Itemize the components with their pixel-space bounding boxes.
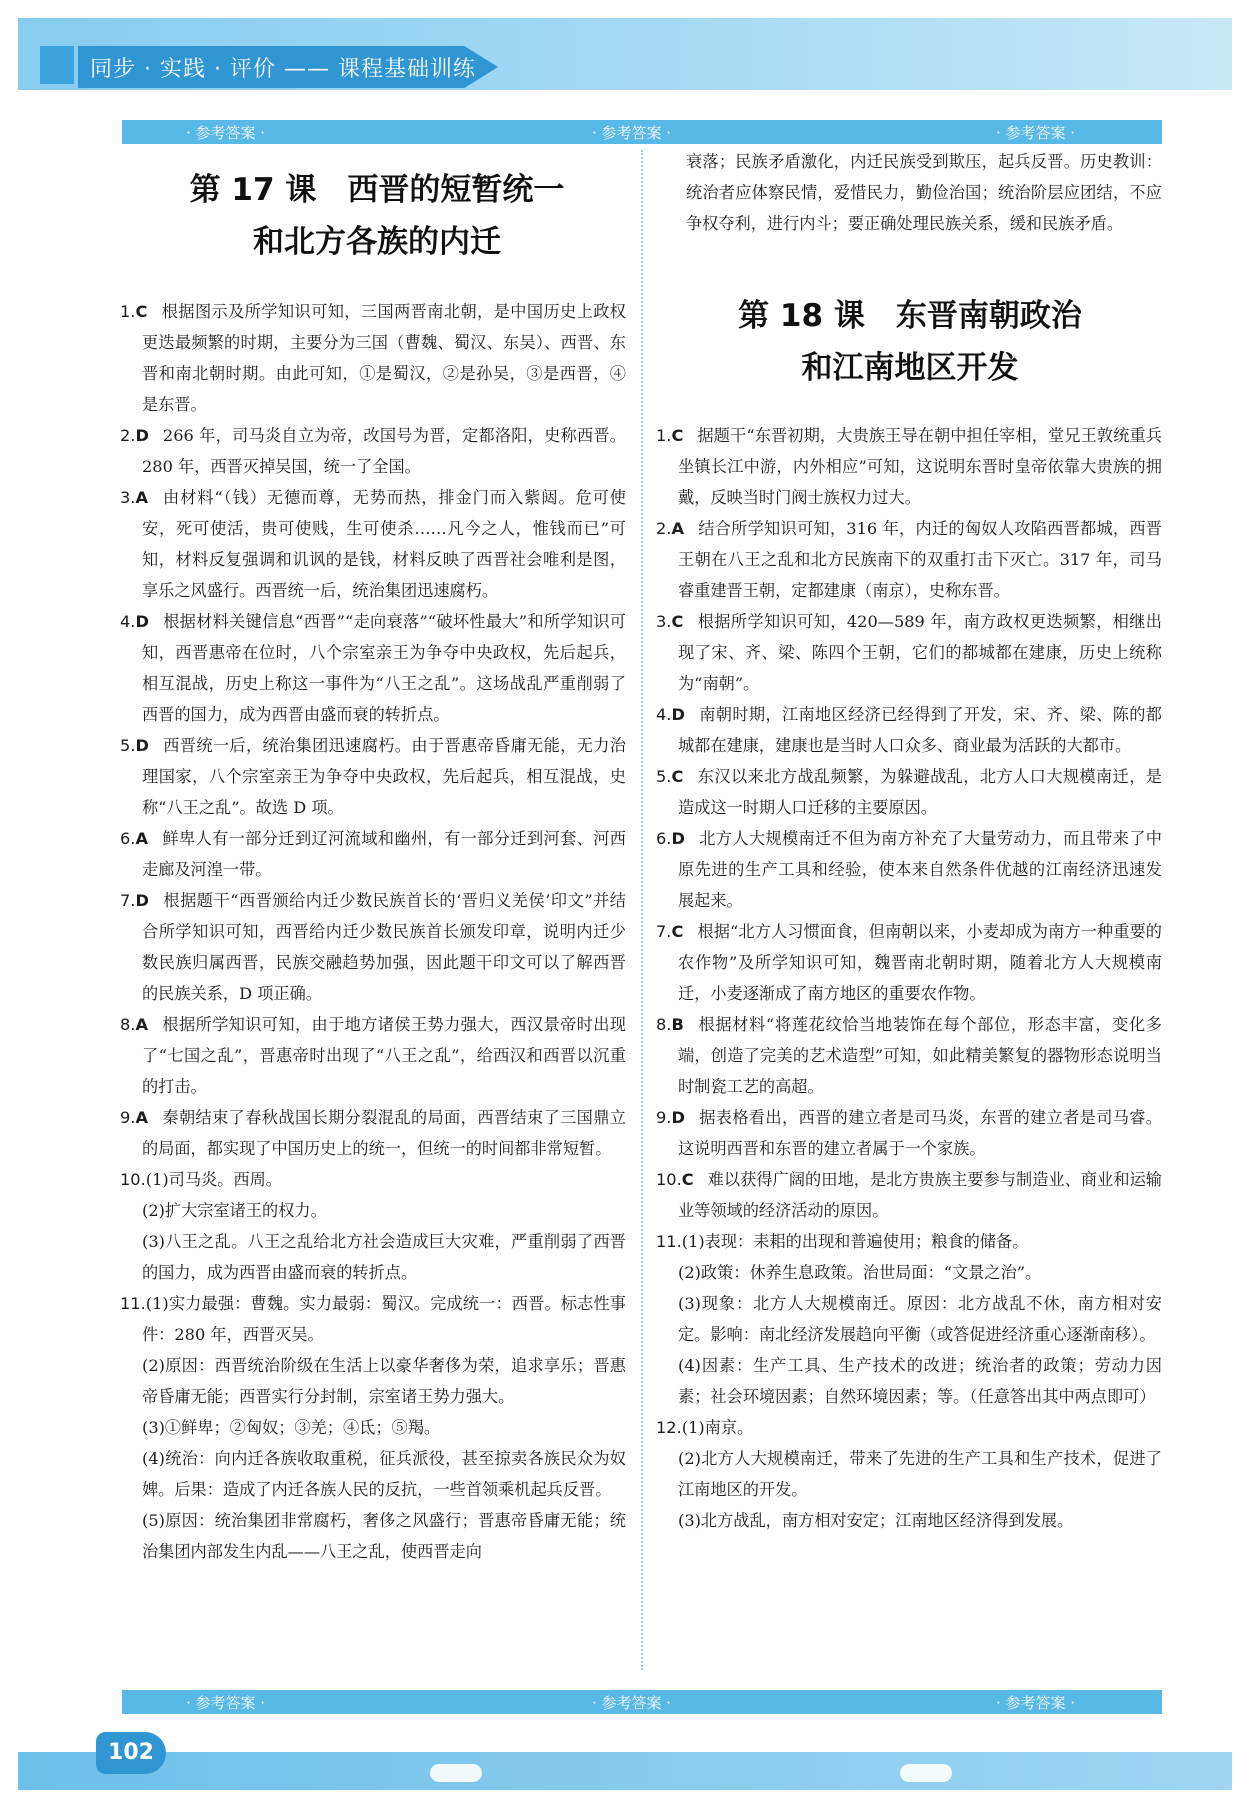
lesson18-title-line1: 第 18 课 东晋南朝政治	[738, 298, 1082, 334]
answer-subpart: (3)①鲜卑；②匈奴；③羌；④氐；⑤羯。	[142, 1418, 441, 1437]
answer-subpart: (2)扩大宗室诸王的权力。	[142, 1201, 327, 1220]
footer-band	[18, 1752, 1232, 1790]
answer-item: 3.C 根据所学知识可知，420—589 年，南方政权更迭频繁，相继出现了宋、齐、梁、陈四个王朝，它们的都城都在建康，历史上统称为“南朝”。	[656, 612, 1162, 693]
answer-label: · 参考答案 ·	[996, 1694, 1076, 1712]
answer-item: 3.A 由材料“（钱）无德而尊，无势而热，排金门而入紫闼。危可使安，死可使活，贵可使贱，生可使杀……凡今之人，惟钱而已”可知，材料反复强调和讥讽的是钱，材料反映了西晋社会唯利是图，享乐之风盛行。西晋统一后，统治集团迅速腐朽。	[120, 488, 626, 600]
answer-subpart: (4)因素：生产工具、生产技术的改进；统治者的政策；劳动力因素；社会环境因素；自然环境因素；等。（任意答出其中两点即可）	[678, 1356, 1162, 1406]
answer-item: 2.D 266 年，司马炎自立为帝，改国号为晋，定都洛阳，史称西晋。280 年，西晋灭掉吴国，统一了全国。	[120, 426, 626, 476]
answer-item: 1.C 据题干“东晋初期，大贵族王导在朝中担任宰相，堂兄王敦统重兵坐镇长江中游，内外相应”可知，这说明东晋时皇帝依靠大贵族的拥戴，反映当时门阀士族权力过大。	[656, 426, 1162, 507]
answer-label: · 参考答案 ·	[186, 1694, 266, 1712]
answer-subpart: (3)北方战乱，南方相对安定；江南地区经济得到发展。	[678, 1511, 1074, 1530]
answer-item: 5.D 西晋统一后，统治集团迅速腐朽。由于晋惠帝昏庸无能，无力治理国家，八个宗室亲王为争夺中央政权，先后起兵，相互混战，史称“八王之乱”。故选 D 项。	[120, 736, 626, 817]
answer-label: · 参考答案 ·	[996, 124, 1076, 142]
answer-item: 5.C 东汉以来北方战乱频繁，为躲避战乱，北方人口大规模南迁，是造成这一时期人口迁移的主要原因。	[656, 767, 1162, 817]
answer-item: 6.D 北方人大规模南迁不但为南方补充了大量劳动力，而且带来了中原先进的生产工具和经验，使本来自然条件优越的江南经济迅速发展起来。	[656, 829, 1162, 910]
answer-subpart: (4)统治：向内迁各族收取重税，征兵派役，甚至掠卖各族民众为奴婢。后果：造成了内迁各族人民的反抗，一些首领乘机起兵反晋。	[142, 1449, 626, 1499]
answer-item: 9.D 据表格看出，西晋的建立者是司马炎，东晋的建立者是司马睿。这说明西晋和东晋的建立者属于一个家族。	[656, 1108, 1162, 1158]
answer-item: 11.(1)实力最强：曹魏。实力最弱：蜀汉。完成统一：西晋。标志性事件：280 年，西晋灭吴。	[120, 1294, 626, 1344]
answer-label: · 参考答案 ·	[186, 124, 266, 142]
lesson17-title-line1: 第 17 课 西晋的短暂统一	[189, 172, 565, 208]
answer-subpart: (5)原因：统治集团非常腐朽，奢侈之风盛行；晋惠帝昏庸无能；统治集团内部发生内乱——八王之乱，使西晋走向	[142, 1511, 626, 1561]
answer-subpart: (3)八王之乱。八王之乱给北方社会造成巨大灾难，严重削弱了西晋的国力，成为西晋由盛而衰的转折点。	[142, 1232, 626, 1282]
page-number: 102	[96, 1732, 166, 1774]
answer-subpart: (2)原因：西晋统治阶级在生活上以豪华奢侈为荣，追求享乐；晋惠帝昏庸无能；西晋实行分封制，宗室诸王势力强大。	[142, 1356, 626, 1406]
answer-item: 8.B 根据材料“将莲花纹恰当地装饰在每个部位，形态丰富，变化多端，创造了完美的艺术造型”可知，如此精美繁复的器物形态说明当时制瓷工艺的高超。	[656, 1015, 1162, 1096]
lesson18-answers	[656, 420, 1162, 1536]
answer-label: · 参考答案 ·	[592, 1694, 672, 1712]
answer-subpart: (3)现象：北方人大规模南迁。原因：北方战乱不休，南方相对安定。影响：南北经济发展趋向平衡（或答促进经济重心逐渐南移）。	[678, 1294, 1162, 1344]
cloud-decoration	[430, 1764, 482, 1782]
answer-item: 7.D 根据题干“西晋颁给内迁少数民族首长的‘晋归义羌侯’印文”并结合所学知识可知，西晋给内迁少数民族首长颁发印章，说明内迁少数民族归属西晋，民族交融趋势加强，因此题干印文可以了解西晋的民族关系，D 项正确。	[120, 891, 626, 1003]
lesson17-title-line2: 和北方各族的内迁	[253, 224, 501, 260]
answer-item: 1.C 根据图示及所学知识可知，三国两晋南北朝，是中国历史上政权更迭最频繁的时期，主要分为三国（曹魏、蜀汉、东吴）、西晋、东晋和南北朝时期。由此可知，①是蜀汉，②是孙吴，③是西晋，④是东晋。	[120, 302, 626, 414]
header-series-title: 同步 · 实践 · 评价 —— 课程基础训练	[90, 57, 476, 82]
column-divider	[641, 150, 643, 1670]
answer-item: 10.(1)司马炎。西周。	[120, 1170, 282, 1189]
answer-item: 7.C 根据“北方人习惯面食，但南朝以来，小麦却成为南方一种重要的农作物”及所学知识可知，魏晋南北朝时期，随着北方人大规模南迁，小麦逐渐成了南方地区的重要农作物。	[656, 922, 1162, 1003]
answer-item: 2.A 结合所学知识可知，316 年，内迁的匈奴人攻陷西晋都城，西晋王朝在八王之乱和北方民族南下的双重打击下灭亡。317 年，司马睿重建晋王朝，定都建康（南京），史称东晋。	[656, 519, 1162, 600]
answer-subpart: (2)北方人大规模南迁，带来了先进的生产工具和生产技术，促进了江南地区的开发。	[678, 1449, 1162, 1499]
lesson18-title-line2: 和江南地区开发	[801, 350, 1019, 386]
header-accent-block	[40, 46, 74, 84]
lesson17-continued	[664, 146, 1162, 239]
answer-item: 6.A 鲜卑人有一部分迁到辽河流域和幽州，有一部分迁到河套、河西走廊及河湟一带。	[120, 829, 626, 879]
answer-continuation: 衰落；民族矛盾激化，内迁民族受到欺压，起兵反晋。历史教训：统治者应体察民情，爱惜民力，勤俭治国；统治阶层应团结，不应争权夺利，进行内斗；要正确处理民族关系，缓和民族矛盾。	[686, 152, 1162, 233]
lesson17-title	[122, 164, 632, 268]
answer-label: · 参考答案 ·	[592, 124, 672, 142]
cloud-decoration	[900, 1764, 952, 1782]
answer-item: 12.(1)南京。	[656, 1418, 754, 1437]
lesson17-answers	[120, 296, 626, 1567]
answer-item: 8.A 根据所学知识可知，由于地方诸侯王势力强大，西汉景帝时出现了“七国之乱”，晋惠帝时出现了“八王之乱”，给西汉和西晋以沉重的打击。	[120, 1015, 626, 1096]
answer-item: 4.D 南朝时期，江南地区经济已经得到了开发，宋、齐、梁、陈的都城都在建康，建康也是当时人口众多、商业最为活跃的大都市。	[656, 705, 1162, 755]
answer-subpart: (2)政策：休养生息政策。治世局面：“文景之治”。	[678, 1263, 1042, 1282]
lesson18-title	[660, 290, 1160, 394]
answer-item: 11.(1)表现：耒耜的出现和普遍使用；粮食的储备。	[656, 1232, 1029, 1251]
answer-item: 9.A 秦朝结束了春秋战国长期分裂混乱的局面，西晋结束了三国鼎立的局面，都实现了中国历史上的统一，但统一的时间都非常短暂。	[120, 1108, 626, 1158]
answer-item: 10.C 难以获得广阔的田地，是北方贵族主要参与制造业、商业和运输业等领域的经济活动的原因。	[656, 1170, 1162, 1220]
answer-item: 4.D 根据材料关键信息“西晋”“走向衰落”“破坏性最大”和所学知识可知，西晋惠帝在位时，八个宗室亲王为争夺中央政权，先后起兵，相互混战，历史上称这一事件为“八王之乱”。这场战乱严重削弱了西晋的国力，成为西晋由盛而衰的转折点。	[120, 612, 626, 724]
